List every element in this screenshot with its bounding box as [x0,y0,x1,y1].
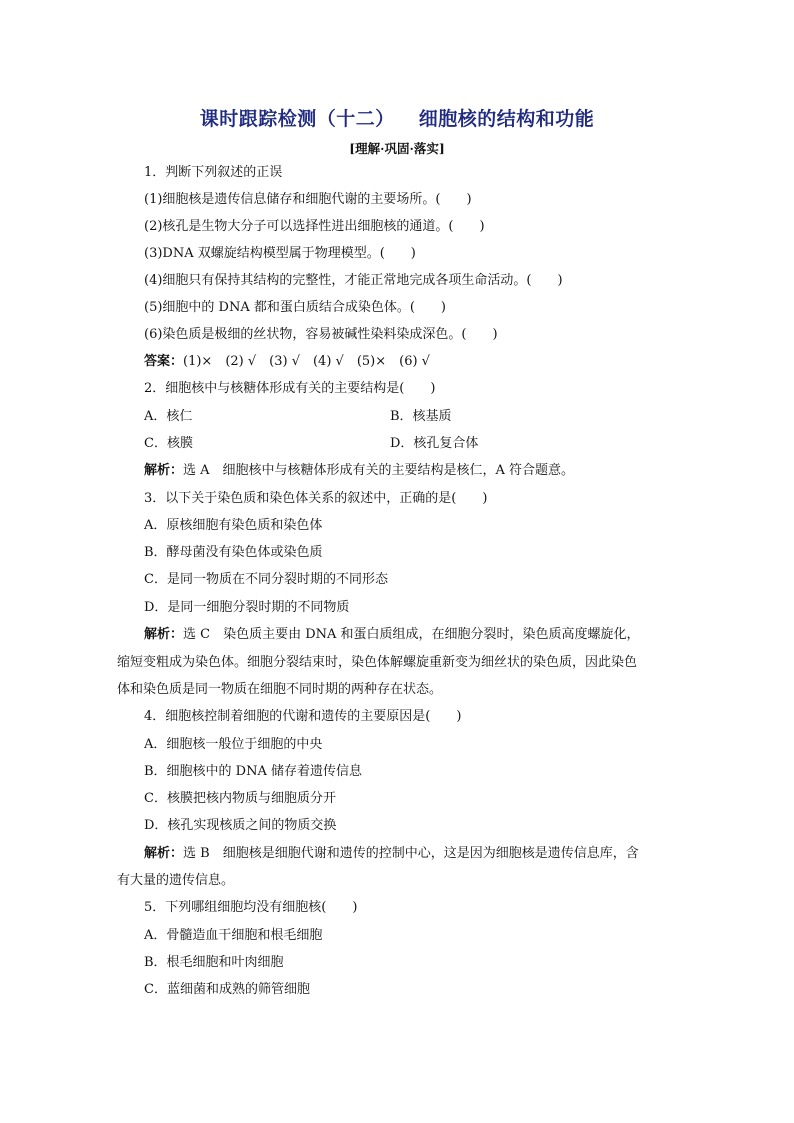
q2-analysis [144,462,574,480]
q3-option-a: A．原核细胞有染色质和染色体 [144,518,323,533]
q2-option-b: B．核基质 [390,409,452,424]
q3-option-d: D．是同一细胞分裂时期的不同物质 [144,600,350,615]
q1-item-1: (1)细胞核是遗传信息储存和细胞代谢的主要场所。( ) [144,192,472,207]
q1-answer [144,353,430,371]
q5-option-a: A．骨髓造血干细胞和根毛细胞 [144,928,323,943]
q1-item-3: (3)DNA 双螺旋结构模型属于物理模型。( ) [144,246,416,261]
q3-option-b: B．酵母菌没有染色体或染色质 [144,545,323,560]
q3-analysis-line2: 缩短变粗成为染色体。细胞分裂结束时，染色体解螺旋重新变为细丝状的染色质，因此染色 [117,655,638,670]
q2-option-d: D．核孔复合体 [390,436,479,451]
analysis-label: 解析： [144,627,184,642]
q5-option-b: B．根毛细胞和叶肉细胞 [144,955,284,970]
q3-analysis-line1 [144,626,640,644]
q1-stem: 1．判断下列叙述的正误 [144,165,283,180]
q1-item-4: (4)细胞只有保持其结构的完整性，才能正常地完成各项生命活动。( ) [144,273,563,288]
q4-option-a: A．细胞核一般位于细胞的中央 [144,737,323,752]
title-part1: 课时跟踪检测（十二） [199,108,395,130]
q4-analysis-line2: 有大量的遗传信息。 [117,873,235,888]
answer-text: (1)× (2) √ (3) √ (4) √ (5)× (6) √ [183,354,430,369]
analysis-text: 选 A 细胞核中与核糖体形成有关的主要结构是核仁，A 符合题意。 [183,463,575,478]
q4-option-c: C．核膜把核内物质与细胞质分开 [144,791,336,806]
analysis-label: 解析： [144,846,184,861]
q1-item-5: (5)细胞中的 DNA 都和蛋白质结合成染色体。( ) [144,300,447,315]
q2-stem: 2．细胞核中与核糖体形成有关的主要结构是( ) [144,381,436,396]
q4-analysis-line1 [144,845,639,863]
analysis-label: 解析： [144,463,184,478]
q2-option-a: A．核仁 [144,409,193,424]
q4-option-d: D．核孔实现核质之间的物质交换 [144,818,337,833]
q3-option-c: C．是同一物质在不同分裂时期的不同形态 [144,572,388,587]
page-title [0,104,794,131]
answer-label: 答案： [144,354,184,369]
q3-stem: 3．以下关于染色质和染色体关系的叙述中，正确的是( ) [144,491,488,506]
q1-item-2: (2)核孔是生物大分子可以选择性进出细胞核的通道。( ) [144,219,485,234]
analysis-text: 选 C 染色质主要由 DNA 和蛋白质组成，在细胞分裂时，染色质高度螺旋化， [183,627,640,642]
q3-analysis-line3: 体和染色质是同一物质在细胞不同时期的两种存在状态。 [117,682,443,697]
q4-stem: 4．细胞核控制着细胞的代谢和遗传的主要原因是( ) [144,709,462,724]
q5-stem: 5．下列哪组细胞均没有细胞核( ) [144,900,358,915]
q1-item-6: (6)染色质是极细的丝状物，容易被碱性染料染成深色。( ) [144,327,498,342]
title-part2: 细胞核的结构和功能 [418,108,595,130]
q4-option-b: B．细胞核中的 DNA 储存着遗传信息 [144,764,363,779]
q5-option-c: C．蓝细菌和成熟的筛管细胞 [144,982,310,997]
analysis-text: 选 B 细胞核是细胞代谢和遗传的控制中心，这是因为细胞核是遗传信息库，含 [183,846,639,861]
q2-option-c: C．核膜 [144,436,193,451]
section-subtitle: [理解·巩固·落实] [349,141,445,156]
